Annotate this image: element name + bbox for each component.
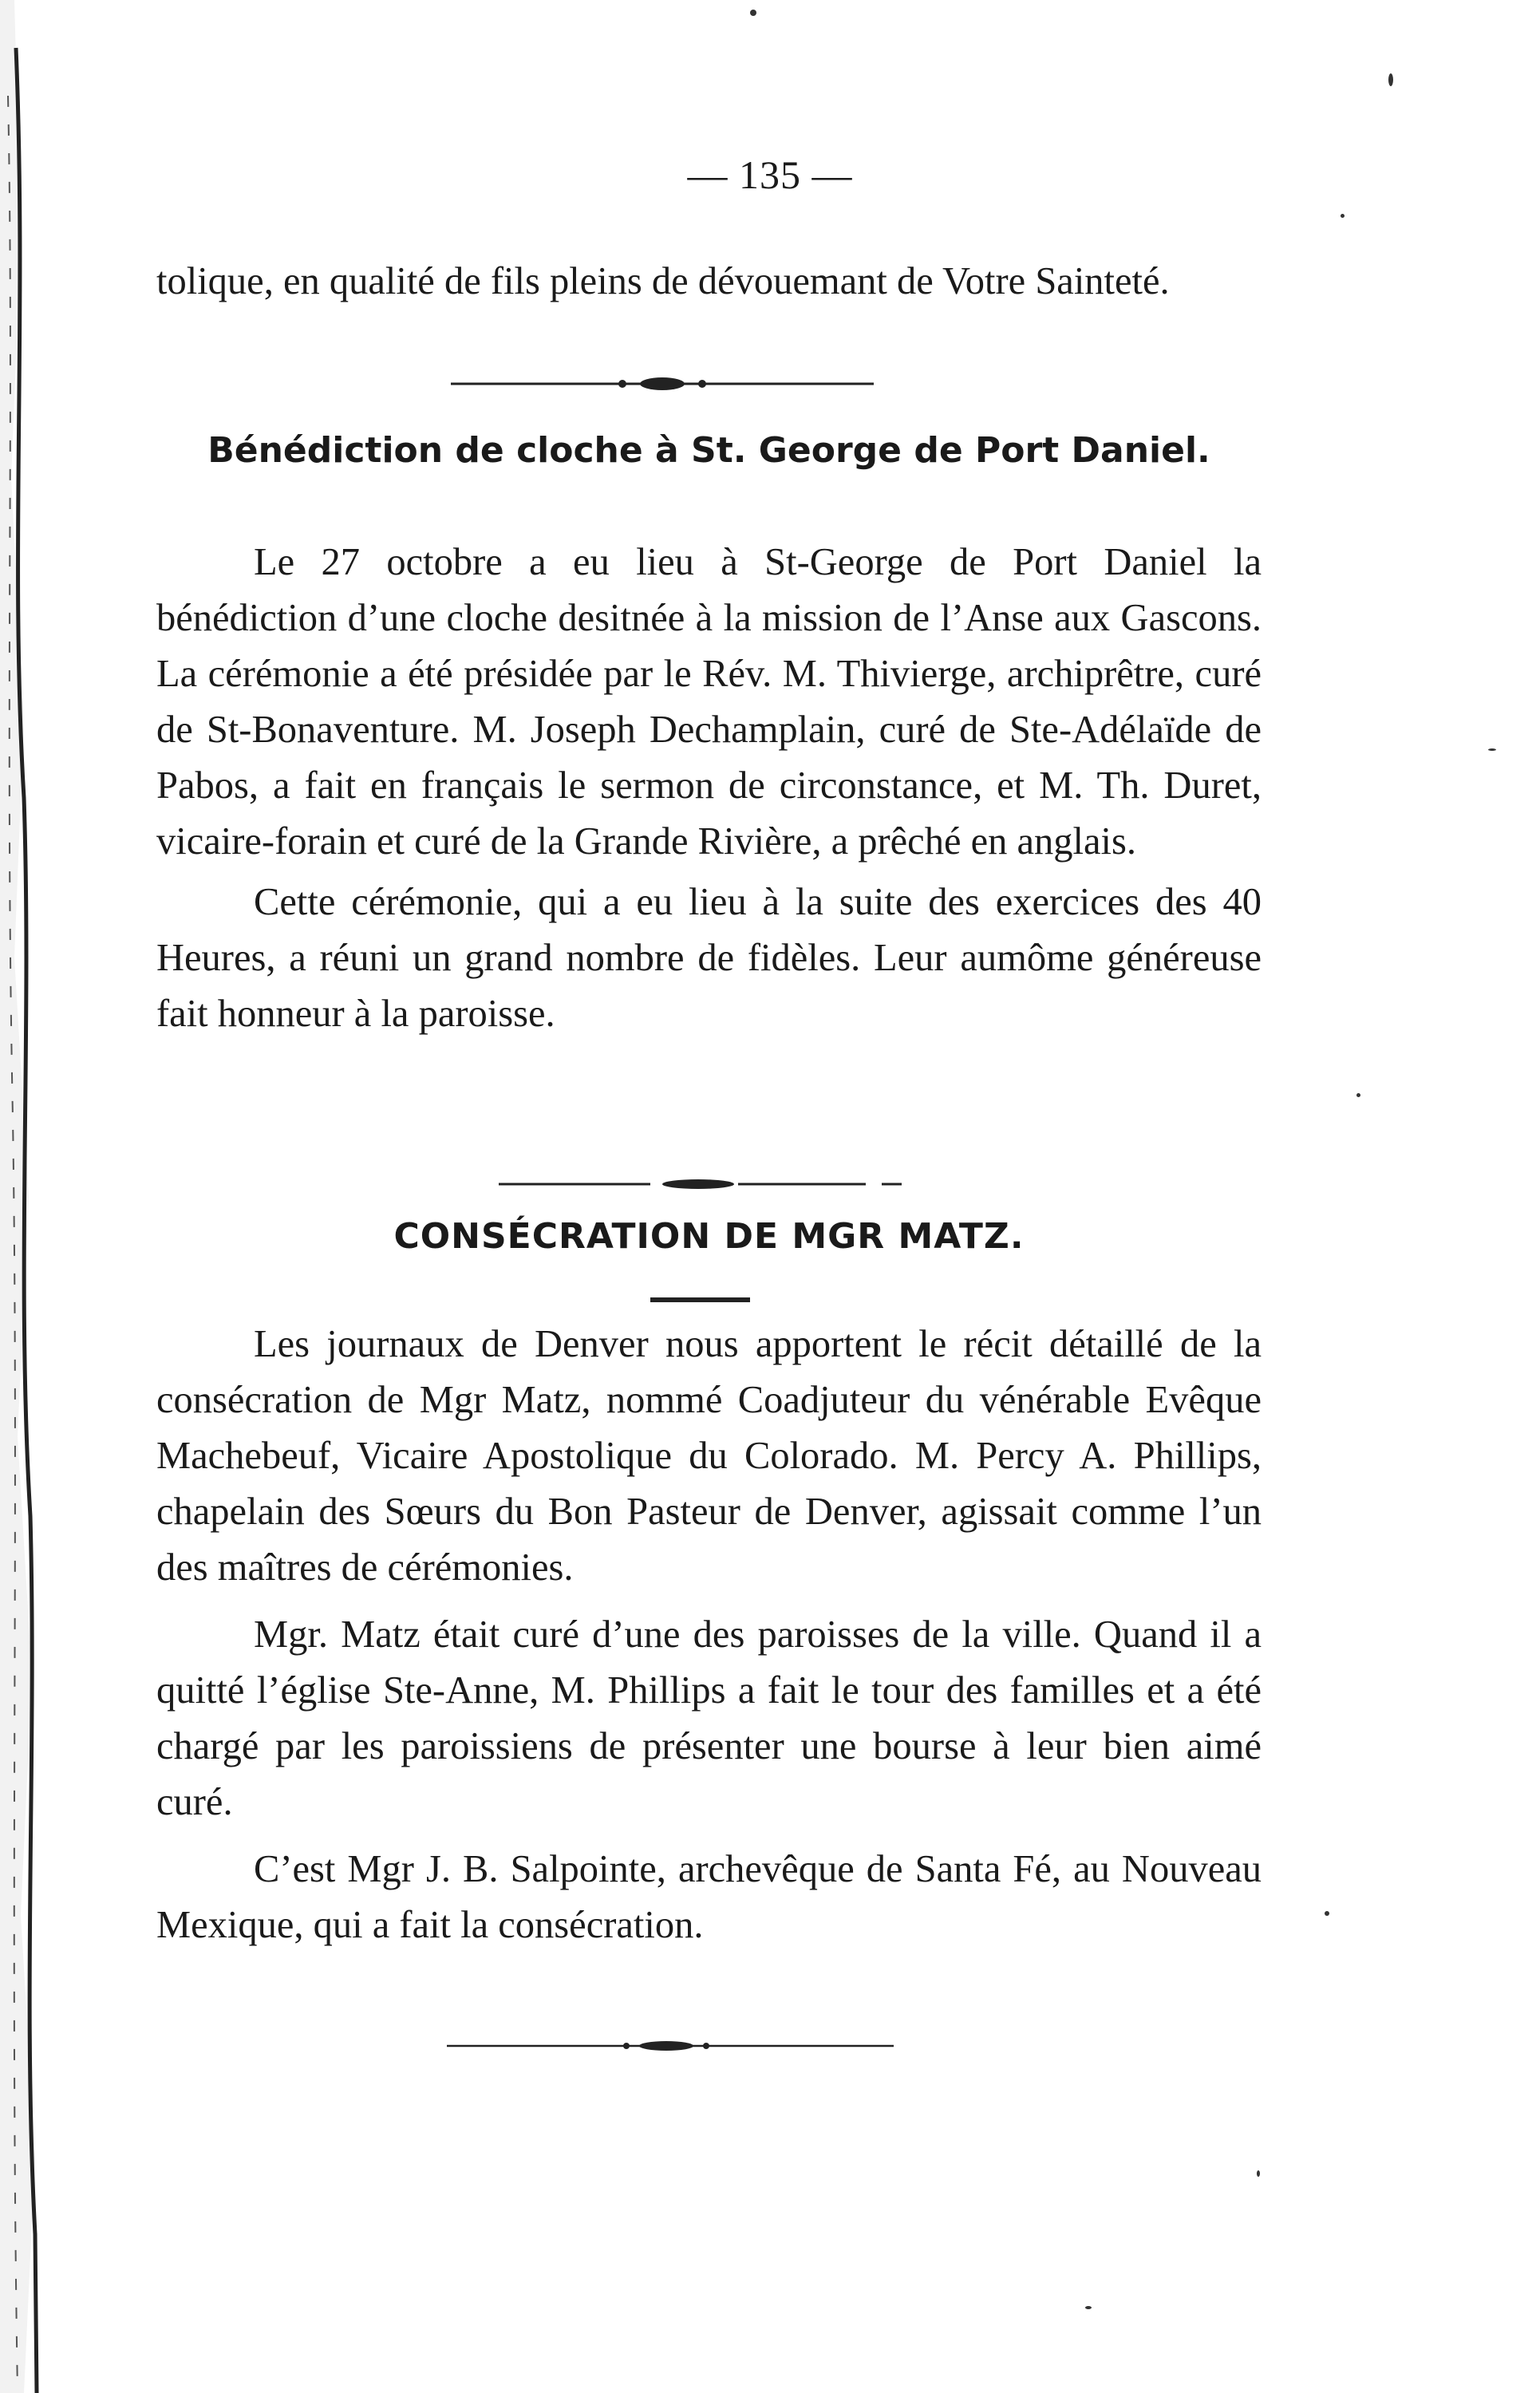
paper-speck (1257, 2170, 1260, 2177)
short-rule (650, 1297, 750, 1303)
paper-speck (1325, 1911, 1329, 1916)
ornamental-divider (451, 375, 874, 393)
paragraph: Mgr. Matz était curé d’une des paroisses de la ville. Quand il a quitté l’église Ste-Anne, M. Phillips a fait le tour des familles et a été chargé par les paroissiens de présenter une bourse à leur bien aimé curé. (156, 1613, 1262, 1823)
ornamental-divider (499, 1177, 902, 1191)
paragraph: Le 27 octobre a eu lieu à St-George de Port Daniel la bénédiction d’une cloche desitnée à la mission de l’Anse aux Gascons. La cérémonie a été présidée par le Rév. M. Thivierge, archiprêtre, curé de St-Bonaventure. M. Joseph Dechamplain, curé de Ste-Adélaïde de Pabos, a fait en français le sermon de circonstance, et M. Th. Duret, vicaire-forain et curé de la Grande Rivière, a prêché en anglais. (156, 541, 1262, 863)
paper-speck (1488, 748, 1496, 751)
paragraph: Cette cérémonie, qui a eu lieu à la suite des exercices des 40 Heures, a réuni un grand nombre de fidèles. Leur aumôme généreuse fait honneur à la paroisse. (156, 881, 1262, 1035)
paper-speck (1356, 1093, 1360, 1097)
section-heading-consecration: CONSÉCRATION DE MGR MATZ. (393, 1216, 1025, 1257)
paper-speck (1085, 2306, 1092, 2309)
paper-speck (1388, 73, 1393, 86)
intro-text (156, 254, 1262, 310)
paragraph: Les journaux de Denver nous apportent le récit détaillé de la consécration de Mgr Matz, nommé Coadjuteur du vénérable Evêque Machebeuf, Vicaire Apostolique du Colorado. M. Percy A. Phillips, chapelain des Sœurs du Bon Pasteur de Denver, agissait comme l’un des maîtres de cérémonies. (156, 1323, 1262, 1589)
paper-speck (1341, 214, 1345, 218)
paper-speck (750, 10, 756, 16)
section-consecration-body (156, 1317, 1262, 1953)
paragraph: C’est Mgr J. B. Salpointe, archevêque de Santa Fé, au Nouveau Mexique, qui a fait la consécration. (156, 1848, 1262, 1946)
binding-edge-shadow (0, 0, 72, 2393)
page-number: — 135 — (687, 152, 853, 197)
intro-paragraph: tolique, en qualité de fils pleins de dévouemant de Votre Sainteté. (156, 260, 1170, 302)
ornamental-divider (447, 2039, 894, 2053)
section-benediction-body (156, 535, 1262, 1042)
section-heading-benediction: Bénédiction de cloche à St. George de Port Daniel. (207, 430, 1210, 471)
